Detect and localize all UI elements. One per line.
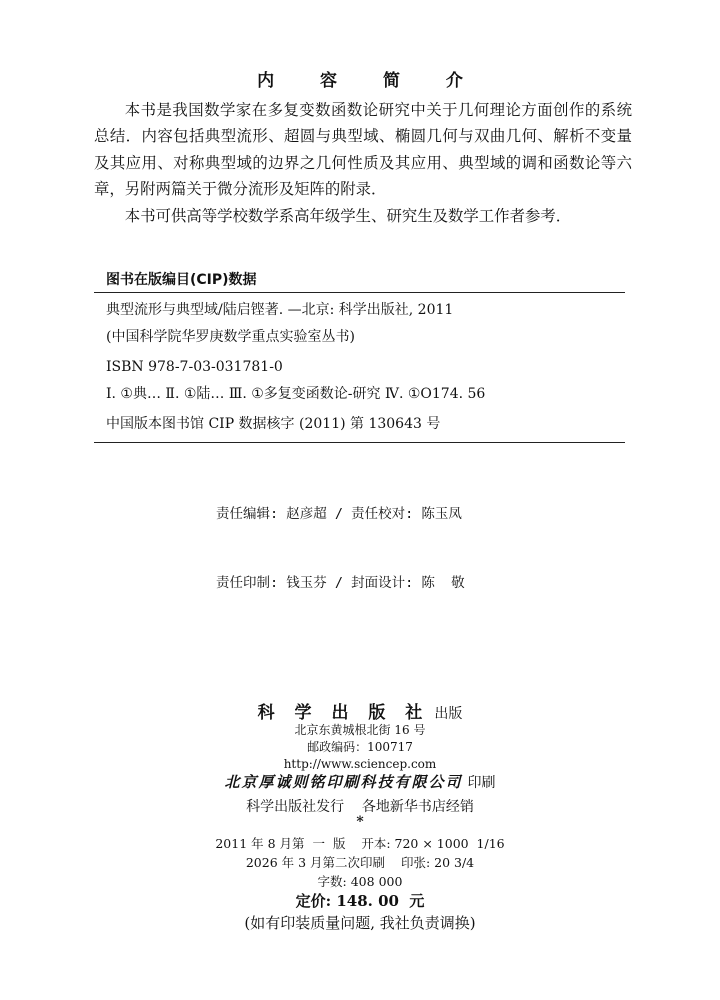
cip-series-line: (中国科学院华罗庚数学重点实验室丛书)	[106, 329, 355, 345]
editor-credit-line: 责任编辑: 赵彦超 / 责任校对: 陈玉凤	[216, 506, 462, 522]
quality-notice: (如有印装质量问题, 我社负责调换)	[244, 914, 476, 932]
printer-suffix: 印刷	[467, 775, 496, 791]
printer-line	[0, 771, 720, 792]
price: 定价: 148. 00 元	[295, 892, 425, 910]
cip-bottom-rule	[94, 442, 625, 443]
edition-line-1: 2011 年 8 月第 一 版 开本: 720 × 1000 1/16	[215, 836, 505, 851]
publisher-line	[0, 698, 720, 723]
publisher-suffix: 出版	[434, 706, 463, 722]
cip-isbn-line: ISBN 978-7-03-031781-0	[106, 359, 283, 375]
production-credit-line: 责任印制: 钱玉芬 / 封面设计: 陈 敬	[216, 575, 465, 591]
cip-classification-line: Ⅰ. ①典… Ⅱ. ①陆… Ⅲ. ①多复变函数论-研究 Ⅳ. ①O174. 56	[106, 386, 486, 402]
cip-title-line: 典型流形与典型域/陆启铿著. —北京: 科学出版社, 2011	[106, 302, 454, 318]
separator-star: *	[356, 814, 364, 830]
edition-line-2: 2026 年 3 月第二次印刷 印张: 20 3/4	[245, 855, 475, 870]
distribution-line: 科学出版社发行 各地新华书店经销	[246, 799, 474, 815]
cip-top-rule	[94, 292, 625, 293]
word-count: 字数: 408 000	[317, 874, 403, 889]
cip-record-number-line: 中国版本图书馆 CIP 数据核字 (2011) 第 130643 号	[106, 416, 441, 432]
summary-heading: 内 容 简 介	[257, 71, 483, 91]
printer-name: 北京厚诚则铭印刷科技有限公司	[224, 773, 463, 791]
publisher-website: http://www.sciencep.com	[283, 757, 437, 771]
summary-paragraph-2: 本书可供高等学校数学系高年级学生、研究生及数学工作者参考．	[124, 206, 572, 225]
publisher-address: 北京东黄城根北街 16 号	[294, 723, 426, 737]
publisher-name: 科 学 出 版 社	[257, 703, 430, 723]
summary-body	[94, 97, 632, 229]
cip-record	[106, 299, 626, 440]
summary-paragraph-1: 本书是我国数学家在多复变数函数论研究中关于几何理论方面创作的系统总结．内容包括典型流形、超圆与典型域、椭圆几何与双曲几何、解析不变量及其应用、对称典型域的边界之几何性质及其应用、典型域的调和函数论等六章，另附两篇关于微分流形及矩阵的附录．	[94, 101, 632, 199]
cip-heading: 图书在版编目(CIP)数据	[106, 272, 257, 288]
publisher-postcode: 邮政编码：100717	[307, 740, 413, 754]
staff-credits	[216, 457, 465, 618]
